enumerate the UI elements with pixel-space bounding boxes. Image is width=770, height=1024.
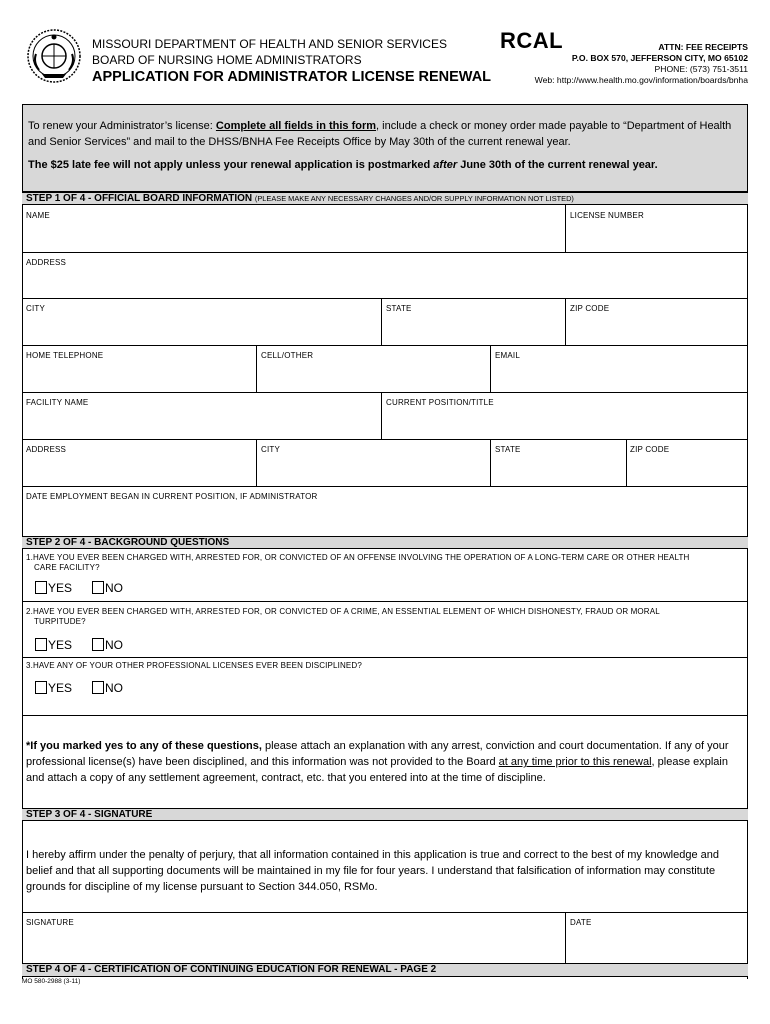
step1-header: STEP 1 OF 4 - OFFICIAL BOARD INFORMATION (PLEASE MAKE ANY NECESSARY CHANGES AND/OR SUPPLY INFORMATION NOT LISTED) — [22, 192, 748, 205]
state-label: STATE — [386, 304, 412, 313]
zip-label: ZIP CODE — [570, 304, 610, 313]
instructions-emphasis: Complete all fields in this form — [215, 120, 377, 132]
attn-line: ATTN: FEE RECEIPTS — [658, 42, 748, 52]
affirmation-text: I hereby affirm under the penalty of perjury, that all information contained in this application is true and correct to the best of my knowledge and belief and that all supporting documents will be maintained in my file for four years. I understand that falsification of information may constitute grounds for discipline of my license pursuant to Section 344.050, RSMo. — [26, 849, 719, 893]
q1-no-label: NO — [105, 581, 123, 595]
facility-zip-label: ZIP CODE — [630, 445, 670, 454]
employment-date-label: DATE EMPLOYMENT BEGAN IN CURRENT POSITION, IF ADMINISTRATOR — [26, 492, 318, 501]
page-title: APPLICATION FOR ADMINISTRATOR LICENSE RENEWAL — [92, 69, 492, 85]
q3-yes-checkbox[interactable] — [35, 681, 47, 694]
disclosure-note: *If you marked yes to any of these questions, please attach an explanation with any arrest, conviction and court documentation. If any of your professional license(s) have been disciplined, and this information was not provided to the Board at any time prior to this renewal, please explain and attach a copy of any settlement agreement, contract, etc. that you entered into at the time of discipline. — [26, 740, 729, 784]
name-label: NAME — [26, 211, 50, 220]
question-1: 1.HAVE YOU EVER BEEN CHARGED WITH, ARRESTED FOR, OR CONVICTED OF AN OFFENSE INVOLVING THE OPERATION OF A LONG-TERM CARE OR OTHER HEALTH CARE FACILITY? — [26, 553, 690, 572]
home-telephone-label: HOME TELEPHONE — [26, 351, 104, 360]
phone-line: PHONE: (573) 751-3511 — [654, 64, 748, 74]
q1-yes-checkbox[interactable] — [35, 581, 47, 594]
facility-name-label: FACILITY NAME — [26, 398, 89, 407]
signature-label: SIGNATURE — [26, 918, 74, 927]
q2-no-checkbox[interactable] — [92, 638, 104, 651]
city-label: CITY — [26, 304, 46, 313]
late-fee-notice: The $25 late fee will not apply unless your renewal application is postmarked after June 30th of the current renewal year. — [28, 159, 658, 171]
form-code: RCAL — [500, 28, 564, 53]
facility-state-label: STATE — [495, 445, 521, 454]
department-name: MISSOURI DEPARTMENT OF HEALTH AND SENIOR SERVICES — [92, 37, 447, 51]
facility-city-label: CITY — [261, 445, 281, 454]
q2-no-label: NO — [105, 638, 123, 652]
form-number: MO 580-2988 (3-11) — [22, 978, 81, 985]
q3-no-label: NO — [105, 681, 123, 695]
po-box-line: P.O. BOX 570, JEFFERSON CITY, MO 65102 — [571, 53, 748, 63]
q3-yes-label: YES — [48, 681, 73, 695]
instructions-text: To renew your Administrator’s license: Complete all fields in this form, include a check or money order made payable to “Department of Health and Senior Services” and mail to the DHSS/BNHA Fee Receipts Office by May 30th of the current renewal year. — [28, 120, 732, 148]
step4-header: STEP 4 OF 4 - CERTIFICATION OF CONTINUING EDUCATION FOR RENEWAL - PAGE 2 — [22, 963, 748, 977]
instructions-box — [22, 104, 748, 192]
state-seal-icon — [26, 28, 82, 84]
question-3: 3.HAVE ANY OF YOUR OTHER PROFESSIONAL LICENSES EVER BEEN DISCIPLINED? — [26, 661, 362, 670]
position-title-label: CURRENT POSITION/TITLE — [386, 398, 494, 407]
web-line: Web: http://www.health.mo.gov/information/boards/bnha — [534, 75, 748, 85]
q2-yes-label: YES — [48, 638, 73, 652]
license-number-label: LICENSE NUMBER — [570, 211, 644, 220]
q1-no-checkbox[interactable] — [92, 581, 104, 594]
q1-yes-label: YES — [48, 581, 73, 595]
mailing-address — [535, 42, 748, 86]
question-2: 2.HAVE YOU EVER BEEN CHARGED WITH, ARRESTED FOR, OR CONVICTED OF A CRIME, AN ESSENTIAL ELEMENT OF WHICH DISHONESTY, FRAUD OR MORAL TURPITUDE? — [26, 607, 660, 626]
q2-yes-checkbox[interactable] — [35, 638, 47, 651]
facility-address-label: ADDRESS — [26, 445, 67, 454]
address-label: ADDRESS — [26, 258, 67, 267]
cell-label: CELL/OTHER — [261, 351, 314, 360]
date-label: DATE — [570, 918, 592, 927]
email-label: EMAIL — [495, 351, 521, 360]
step3-header: STEP 3 OF 4 - SIGNATURE — [22, 808, 748, 821]
step2-header: STEP 2 OF 4 - BACKGROUND QUESTIONS — [22, 536, 748, 549]
q3-no-checkbox[interactable] — [92, 681, 104, 694]
board-name: BOARD OF NURSING HOME ADMINISTRATORS — [92, 53, 362, 67]
